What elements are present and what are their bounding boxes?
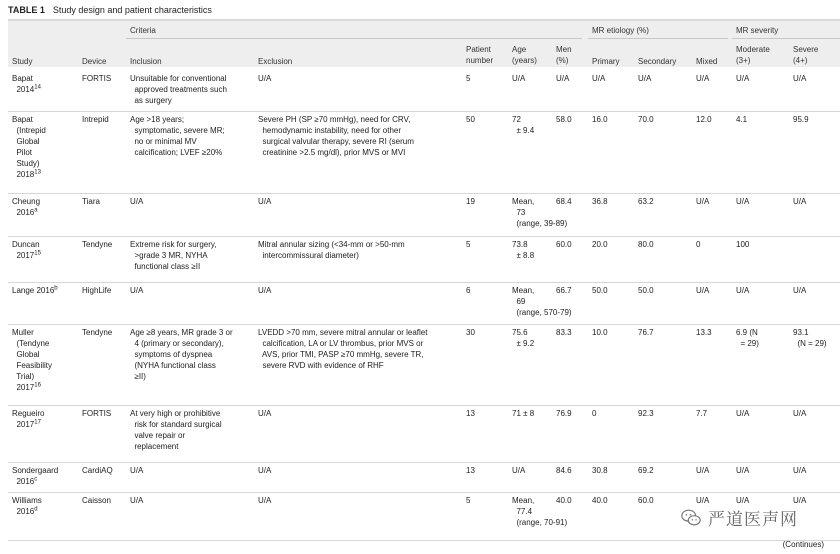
cell-n: 19: [466, 197, 475, 206]
cell-men: U/A: [556, 74, 570, 83]
cell-exclusion: U/A: [258, 466, 272, 475]
cell-age: Mean, 69 (range, 570-79): [512, 286, 572, 317]
cell-mixed: U/A: [696, 496, 710, 505]
cell-n: 6: [466, 286, 471, 295]
cell-severe: U/A: [793, 286, 807, 295]
cell-mixed: U/A: [696, 74, 710, 83]
cell-study: Bapat 2014$^{14}$: [12, 74, 41, 94]
cell-secondary: 76.7: [638, 328, 654, 337]
col-header-men: Men (%): [556, 45, 572, 65]
cell-exclusion: U/A: [258, 496, 272, 505]
cell-severe: 93.1 (N = 29): [793, 328, 827, 348]
cell-severe: U/A: [793, 74, 807, 83]
cell-device: Tendyne: [82, 240, 113, 249]
mr-severity-rule: [732, 38, 840, 39]
mr-severity-group-header: MR severity: [736, 26, 779, 35]
cell-device: FORTIS: [82, 409, 112, 418]
cell-mixed: 7.7: [696, 409, 708, 418]
cell-secondary: 69.2: [638, 466, 654, 475]
cell-age: 72 ± 9.4: [512, 115, 535, 135]
cell-exclusion: LVEDD >70 mm, severe mitral annular or leaflet calcification, LA or LV thrombus, prior MVS or AVS, prior TMI, PASP ≥70 mmHg, severe TR, severe RVD with evidence of RHF: [258, 328, 428, 370]
cell-secondary: U/A: [638, 74, 652, 83]
cell-exclusion: U/A: [258, 286, 272, 295]
table-title: Study design and patient characteristics: [52, 5, 212, 15]
cell-inclusion: Age >18 years; symptomatic, severe MR; no or minimal MV calcification; LVEF ≥20%: [130, 115, 225, 157]
cell-exclusion: Mitral annular sizing (<34-mm or >50-mm intercommissural diameter): [258, 240, 405, 260]
cell-device: Tendyne: [82, 328, 113, 337]
cell-moderate: U/A: [736, 409, 750, 418]
cell-inclusion: U/A: [130, 197, 144, 206]
cell-inclusion: U/A: [130, 286, 144, 295]
study-reference: 16: [34, 382, 41, 389]
row-divider: [8, 540, 840, 541]
cell-inclusion: At very high or prohibitive risk for standard surgical valve repair or replacement: [130, 409, 222, 451]
continues-note: (Continues): [782, 540, 824, 549]
cell-n: 5: [466, 74, 471, 83]
row-divider: [8, 462, 840, 463]
cell-age: U/A: [512, 466, 526, 475]
cell-device: FORTIS: [82, 74, 112, 83]
row-divider: [8, 236, 840, 237]
cell-moderate: 100: [736, 240, 750, 249]
study-reference: 14: [34, 84, 41, 91]
row-divider: [8, 282, 840, 283]
cell-moderate: U/A: [736, 286, 750, 295]
cell-severe: U/A: [793, 496, 807, 505]
cell-study: Lange 2016$^b$: [12, 285, 58, 295]
study-reference: 15: [34, 250, 41, 257]
study-reference: 13: [34, 169, 41, 176]
cell-men: 40.0: [556, 496, 572, 505]
cell-secondary: 80.0: [638, 240, 654, 249]
row-divider: [8, 111, 840, 112]
cell-primary: 30.8: [592, 466, 608, 475]
cell-n: 13: [466, 409, 475, 418]
cell-severe: U/A: [793, 466, 807, 475]
study-reference: a: [34, 207, 38, 214]
cell-severe: 95.9: [793, 115, 809, 124]
row-divider: [8, 492, 840, 493]
cell-primary: 50.0: [592, 286, 608, 295]
cell-primary: U/A: [592, 74, 606, 83]
wechat-icon: [680, 507, 702, 529]
col-header-study: Study: [12, 57, 33, 66]
cell-exclusion: U/A: [258, 409, 272, 418]
cell-moderate: U/A: [736, 197, 750, 206]
cell-study: Bapat (Intrepid Global Pilot Study) 2018$^{13}$: [12, 115, 46, 179]
cell-study: Muller (Tendyne Global Feasibility Trial) 2017$^{16}$: [12, 328, 53, 392]
cell-moderate: U/A: [736, 496, 750, 505]
cell-secondary: 50.0: [638, 286, 654, 295]
criteria-group-header: Criteria: [130, 26, 156, 35]
col-header-age: Age (years): [512, 45, 537, 65]
mr-etiology-group-header: MR etiology (%): [592, 26, 649, 35]
cell-men: 66.7: [556, 286, 572, 295]
cell-inclusion: U/A: [130, 496, 144, 505]
cell-n: 13: [466, 466, 475, 475]
cell-device: Caisson: [82, 496, 111, 505]
cell-mixed: U/A: [696, 286, 710, 295]
table-caption: [8, 5, 212, 15]
col-header-inclusion: Inclusion: [130, 57, 162, 66]
cell-mixed: U/A: [696, 197, 710, 206]
cell-moderate: U/A: [736, 466, 750, 475]
cell-device: Tiara: [82, 197, 100, 206]
cell-exclusion: Severe PH (SP ≥70 mmHg), need for CRV, hemodynamic instability, need for other surgical valvular therapy, severe RI (serum creatinine >2.5 mg/dl), prior MVS or MVI: [258, 115, 414, 157]
cell-device: CardiAQ: [82, 466, 113, 475]
cell-exclusion: U/A: [258, 74, 272, 83]
cell-age: 75.6 ± 9.2: [512, 328, 535, 348]
cell-n: 5: [466, 496, 471, 505]
cell-moderate: U/A: [736, 74, 750, 83]
cell-severe: U/A: [793, 409, 807, 418]
study-reference: 17: [34, 419, 41, 426]
cell-men: 58.0: [556, 115, 572, 124]
cell-primary: 36.8: [592, 197, 608, 206]
cell-study: Regueiro 2017$^{17}$: [12, 409, 45, 429]
cell-age: 71 ± 8: [512, 409, 535, 418]
cell-moderate: 6.9 (N = 29): [736, 328, 759, 348]
cell-mixed: 12.0: [696, 115, 712, 124]
col-header-primary: Primary: [592, 57, 620, 66]
cell-study: Williams 2016$^d$: [12, 496, 42, 516]
col-header-mixed: Mixed: [696, 57, 718, 66]
cell-men: 84.6: [556, 466, 572, 475]
watermark-text: 严道医声网: [708, 510, 798, 530]
cell-secondary: 63.2: [638, 197, 654, 206]
cell-primary: 0: [592, 409, 597, 418]
col-header-patient-number: Patient number: [466, 45, 494, 65]
col-header-device: Device: [82, 57, 107, 66]
cell-mixed: 13.3: [696, 328, 712, 337]
cell-severe: U/A: [793, 197, 807, 206]
cell-mixed: U/A: [696, 466, 710, 475]
cell-n: 5: [466, 240, 471, 249]
cell-primary: 16.0: [592, 115, 608, 124]
cell-age: 73.8 ± 8.8: [512, 240, 535, 260]
cell-age: U/A: [512, 74, 526, 83]
cell-men: 68.4: [556, 197, 572, 206]
cell-mixed: 0: [696, 240, 701, 249]
cell-men: 83.3: [556, 328, 572, 337]
col-header-exclusion: Exclusion: [258, 57, 293, 66]
cell-inclusion: Extreme risk for surgery, >grade 3 MR, NYHA functional class ≥II: [130, 240, 217, 271]
cell-device: Intrepid: [82, 115, 109, 124]
cell-n: 30: [466, 328, 475, 337]
row-divider: [8, 324, 840, 325]
cell-men: 60.0: [556, 240, 572, 249]
col-header-secondary: Secondary: [638, 57, 677, 66]
cell-secondary: 70.0: [638, 115, 654, 124]
row-divider: [8, 405, 840, 406]
cell-study: Duncan 2017$^{15}$: [12, 240, 41, 260]
cell-n: 50: [466, 115, 475, 124]
cell-secondary: 92.3: [638, 409, 654, 418]
study-reference: b: [54, 285, 58, 292]
cell-primary: 10.0: [592, 328, 608, 337]
cell-study: Cheung 2016$^a$: [12, 197, 41, 217]
row-divider: [8, 193, 840, 194]
cell-men: 76.9: [556, 409, 572, 418]
cell-exclusion: U/A: [258, 197, 272, 206]
cell-inclusion: U/A: [130, 466, 144, 475]
cell-inclusion: Unsuitable for conventional approved treatments such as surgery: [130, 74, 227, 105]
cell-device: HighLife: [82, 286, 112, 295]
study-reference: c: [34, 476, 38, 483]
table-label: TABLE 1: [8, 5, 45, 15]
cell-primary: 20.0: [592, 240, 608, 249]
study-reference: d: [34, 506, 38, 513]
cell-primary: 40.0: [592, 496, 608, 505]
mr-etiology-rule: [588, 38, 728, 39]
cell-age: Mean, 77.4 (range, 70-91): [512, 496, 568, 527]
cell-inclusion: Age ≥8 years, MR grade 3 or 4 (primary or secondary), symptoms of dyspnea (NYHA functional class ≥II): [130, 328, 233, 381]
criteria-rule: [126, 38, 582, 39]
cell-study: Sondergaard 2016$^c$: [12, 466, 59, 486]
col-header-severe: Severe (4+): [793, 45, 819, 65]
col-header-moderate: Moderate (3+): [736, 45, 770, 65]
watermark: [680, 505, 798, 530]
cell-moderate: 4.1: [736, 115, 748, 124]
cell-secondary: 60.0: [638, 496, 654, 505]
cell-age: Mean, 73 (range, 39-89): [512, 197, 568, 228]
